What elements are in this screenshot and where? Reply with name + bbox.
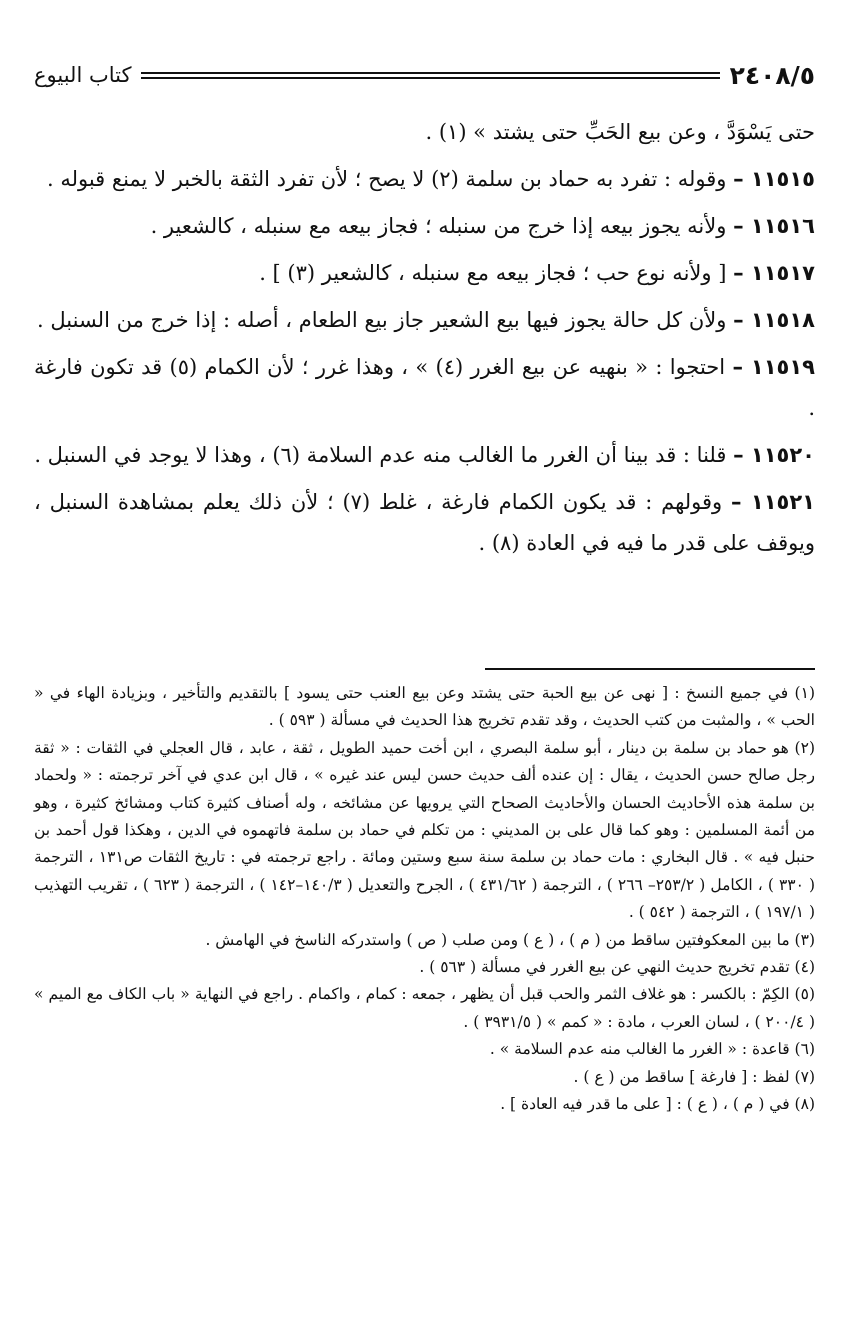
paragraph-text: احتجوا : « بنهيه عن بيع الغرر (٤) » ، وهذا غرر ؛ لأن الكمام (٥) قد تكون فارغة . bbox=[34, 355, 815, 420]
footnote: (٢) هو حماد بن سلمة بن دينار ، أبو سلمة البصري ، ابن أخت حميد الطويل ، ثقة ، عابد ، قال العجلي في الثقات : « ثقة رجل صالح حسن الحديث ، يقال : إن عنده ألف حديث حسن ليس عند غيره » ، قال ابن عدي في آخر ترجمته : « ولحماد بن سلمة هذه الأحاديث الحسان والأحاديث الصحاح التي يرويها عن مشائخه ، وله أصناف كثيرة كتاب ومشائخ كثيرة ، وهو من أئمة المسلمين : وهو كما قال على بن المديني : من تكلم في حماد بن سلمة فاتهموه في الدين ، وهكذا قول أحمد بن حنبل فيه » . قال البخاري : مات حماد بن سلمة سنة سبع وستين ومائة . راجع ترجمته في : تاريخ الثقات ص١٣١ ، الترجمة ( ٣٣٠ ) ، الكامل ( ٢٥٣/٢– ٢٦٦ ) ، الترجمة ( ٤٣١/٦٢ ) ، الجرح والتعديل ( ١٤٠/٣–١٤٢ ) ، الترجمة ( ٦٢٣ ) ، تقريب التهذيب ( ١٩٧/١ ) ، الترجمة ( ٥٤٢ ) . bbox=[34, 738, 816, 922]
footnote: (٣) ما بين المعكوفتين ساقط من ( م ) ، ( ع ) ومن صلب ( ص ) واستدركه الناسخ في الهامش . bbox=[205, 930, 815, 949]
footnotes bbox=[34, 680, 815, 1119]
footnote: (٧) لفظ : [ فارغة ] ساقط من ( ع ) . bbox=[573, 1067, 815, 1086]
paragraph bbox=[34, 435, 815, 476]
page-header bbox=[34, 58, 815, 92]
header-rule-line bbox=[141, 72, 719, 74]
header-rule bbox=[141, 72, 719, 79]
paragraph-text: حتى يَسْوَدَّ ، وعن بيع الحَبِّ حتى يشتد » (١) . bbox=[425, 120, 815, 144]
paragraph bbox=[34, 159, 815, 200]
paragraph bbox=[34, 347, 815, 429]
paragraph bbox=[34, 482, 815, 564]
paragraph-text: وقولهم : قد يكون الكمام فارغة ، غلط (٧) ؛ لأن ذلك يعلم بمشاهدة السنبل ، ويوقف على قدر ما فيه في العادة (٨) . bbox=[34, 490, 815, 555]
paragraph-text: ولأن كل حالة يجوز فيها بيع الشعير جاز بيع الطعام ، أصله : إذا خرج من السنبل . bbox=[37, 308, 727, 332]
issue-number: ١١٥١٨ – bbox=[733, 308, 815, 332]
footnote: (٤) تقدم تخريج حديث النهي عن بيع الغرر في مسألة ( ٥٦٣ ) . bbox=[419, 958, 815, 977]
paragraph-text: [ ولأنه نوع حب ؛ فجاز بيعه مع سنبله ، كالشعير (٣) ] . bbox=[259, 261, 727, 285]
paragraph bbox=[34, 253, 815, 294]
footnote-separator bbox=[485, 668, 815, 670]
paragraph-text: قلنا : قد بينا أن الغرر ما الغالب منه عدم السلامة (٦) ، وهذا لا يوجد في السنبل . bbox=[34, 443, 727, 467]
footnote: (٥) الكِمّ : بالكسر : هو غلاف الثمر والحب قبل أن يظهر ، جمعه : كمام ، واكمام . راجع في النهاية « باب الكاف مع الميم » ( ٢٠٠/٤ ) ، لسان العرب ، مادة : « كمم » ( ٣٩٣١/٥ ) . bbox=[34, 985, 815, 1031]
header-rule-line bbox=[141, 77, 719, 79]
book-page bbox=[34, 0, 815, 1336]
footnote: (١) في جميع النسخ : [ نهى عن بيع الحبة حتى يشتد وعن بيع العنب حتى يسود ] بالتقديم والتأخير ، وبزيادة الهاء في « الحب » ، والمثبت من كتب الحديث ، وقد تقدم تخريج هذا الحديث في مسألة ( ٥٩٣ ) . bbox=[34, 684, 815, 730]
issue-number: ١١٥٢١ – bbox=[730, 490, 815, 514]
paragraph-text: وقوله : تفرد به حماد بن سلمة (٢) لا يصح ؛ لأن تفرد الثقة بالخبر لا يمنع قبوله . bbox=[46, 167, 727, 191]
issue-number: ١١٥١٧ – bbox=[733, 261, 815, 285]
footnote: (٨) في ( م ) ، ( ع ) : [ على ما قدر فيه العادة ] . bbox=[500, 1095, 815, 1114]
paragraph-text: ولأنه يجوز بيعه إذا خرج من سنبله ؛ فجاز بيعه مع سنبله ، كالشعير . bbox=[150, 214, 727, 238]
paragraph bbox=[34, 300, 815, 341]
footnote: (٦) قاعدة : « الغرر ما الغالب منه عدم السلامة » . bbox=[489, 1040, 815, 1059]
issue-number: ١١٥١٦ – bbox=[733, 214, 815, 238]
book-title: كتاب البيوع bbox=[34, 63, 132, 87]
page-number: ٢٤٠٨/٥ bbox=[729, 60, 815, 90]
paragraph bbox=[34, 112, 815, 153]
issue-number: ١١٥٢٠ – bbox=[733, 443, 815, 467]
paragraph bbox=[34, 206, 815, 247]
issue-number: ١١٥١٥ – bbox=[733, 167, 815, 191]
main-text bbox=[34, 112, 815, 570]
issue-number: ١١٥١٩ – bbox=[732, 355, 815, 379]
